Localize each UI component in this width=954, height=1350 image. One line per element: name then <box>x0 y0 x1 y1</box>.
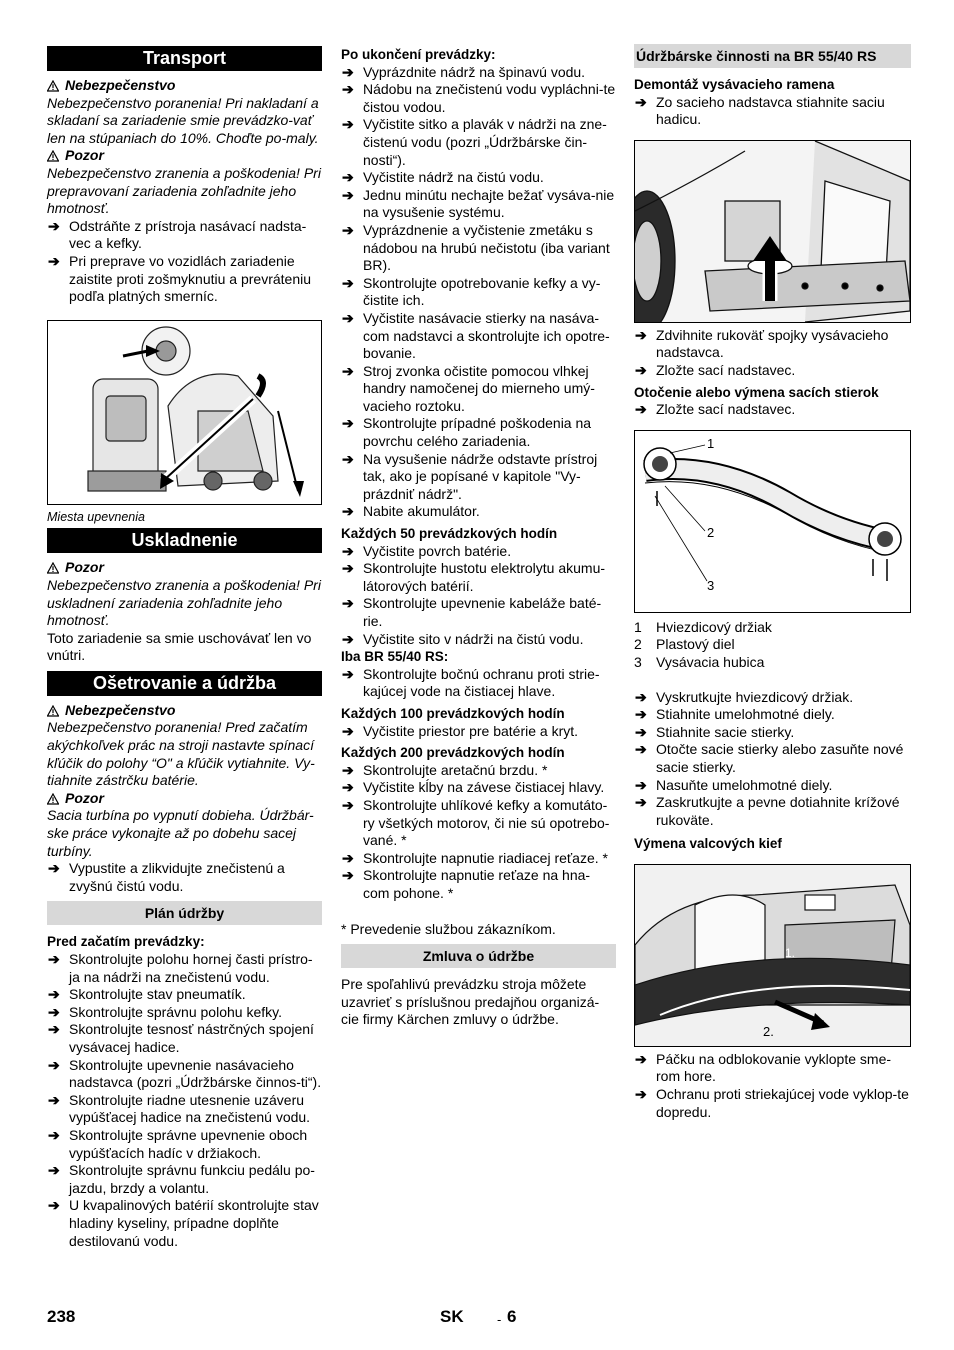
warning-text: Nebezpečenstvo zranenia a poškodenia! Pri prepravovaní zariadenia zohľadnite jeho hmotnosť. <box>47 164 321 217</box>
step-text: Vyčistite nasávacie stierky na nasáva-com nadstavci a skontrolujte ich opotre-bovanie. <box>363 309 610 362</box>
list-item <box>341 666 616 701</box>
arrow-icon: ➔ <box>48 1197 60 1214</box>
step-text: Nádobu na znečistenú vodu vypláchni-te čistou vodou. <box>363 81 616 115</box>
section-title-transport: Transport <box>47 46 322 71</box>
arrow-icon: ➔ <box>48 1003 60 1020</box>
legend-number: 1 <box>634 618 642 635</box>
step-text: Stiahnite sacie stierky. <box>656 723 795 740</box>
step-text: Vyčistite priestor pre batérie a kryt. <box>363 722 579 739</box>
storage-text: Toto zariadenie sa smie uschovávať len vo vnútri. <box>47 629 312 664</box>
step-text: Vyčistite nádrž na čistú vodu. <box>363 169 544 186</box>
warning-triangle-icon <box>47 80 59 92</box>
list-item <box>634 706 911 724</box>
list-item <box>47 951 322 986</box>
step-text: Skontrolujte polohu hornej časti prístro-ja na nádrži na znečistenú vodu. <box>69 951 313 985</box>
list-item <box>634 94 911 129</box>
list-item <box>341 543 616 561</box>
list-item <box>634 724 911 742</box>
list-item <box>341 762 616 780</box>
step-text: Skontrolujte stav pneumatík. <box>69 986 246 1003</box>
list-item <box>47 986 322 1004</box>
step-text: Odstráňte z prístroja nasávací nadsta-vec a kefky. <box>69 217 307 252</box>
list-item <box>341 187 616 222</box>
list-item <box>341 116 616 169</box>
step-list <box>634 689 911 830</box>
subheading: Otočenie alebo výmena sacích stierok <box>634 384 879 400</box>
list-item <box>634 741 911 776</box>
brush-illustration <box>635 865 910 1046</box>
step-list <box>634 1051 911 1121</box>
list-item <box>47 860 322 895</box>
warning-caution: Pozor <box>47 559 322 577</box>
step-text: Skontrolujte tesnosť nástrčných spojení vysávacej hadice. <box>69 1021 314 1055</box>
step-text: Skontrolujte napnutie reťaze na hna-com pohone. * <box>363 867 591 901</box>
section-title-storage: Uskladnenie <box>47 528 322 553</box>
callout-step-2: 2. <box>763 1023 774 1039</box>
step-text: Skontrolujte uhlíkové kefky a komutáto-ry všetkých motorov, či nie sú opotrebo-vané. * <box>363 796 610 849</box>
arrow-icon: ➔ <box>342 560 354 577</box>
list-item <box>634 794 911 829</box>
warning-triangle-icon <box>47 793 59 805</box>
subheading: Každých 50 prevádzkových hodín <box>341 526 558 542</box>
arrow-icon: ➔ <box>48 1091 60 1108</box>
legend-item <box>634 636 911 654</box>
legend-number: 2 <box>634 636 642 653</box>
list-item <box>341 415 616 450</box>
step-text: Skontrolujte upevnenie kabeláže baté-rie. <box>363 595 602 629</box>
warning-caution: Pozor <box>47 147 322 165</box>
list-item <box>341 850 616 868</box>
list-item <box>341 723 616 741</box>
arrow-icon: ➔ <box>342 779 354 796</box>
arrow-icon: ➔ <box>48 217 60 234</box>
legend-list <box>634 619 911 672</box>
legend-item <box>634 654 911 672</box>
callout-3: 3 <box>707 577 715 593</box>
legend-text: Vysávacia hubica <box>656 653 765 670</box>
arrow-icon: ➔ <box>342 595 354 612</box>
list-item <box>47 1162 322 1197</box>
step-text: Zložte sací nadstavec. <box>656 361 796 378</box>
arrow-icon: ➔ <box>342 81 354 98</box>
list-item <box>341 451 616 504</box>
warning-text: Nebezpečenstvo poranenia! Pred začatím akýchkoľvek prác na stroji nastavte spínací kľúčik do polohy “O" a kľúčik vytiahnite. Vy-tiahnite zástrčku batérie. <box>47 719 315 789</box>
figure-suction-arm <box>634 140 911 323</box>
arrow-icon: ➔ <box>48 986 60 1003</box>
list-item <box>47 1197 322 1250</box>
column-1 <box>47 44 322 1250</box>
step-text: Vyčistite povrch batérie. <box>363 542 512 559</box>
step-text: Nasuňte umelohmotné diely. <box>656 776 833 793</box>
figure-squeegee <box>634 430 911 613</box>
step-list <box>341 666 616 701</box>
legend-item <box>634 619 911 637</box>
list-item <box>341 275 616 310</box>
list-item <box>634 1051 911 1086</box>
subheading: Každých 200 prevádzkových hodín <box>341 745 565 761</box>
section-title-care: Ošetrovanie a údržba <box>47 671 322 696</box>
list-item <box>341 867 616 902</box>
arrow-icon: ➔ <box>342 665 354 682</box>
arrow-icon: ➔ <box>342 116 354 133</box>
list-item <box>47 253 322 306</box>
arrow-icon: ➔ <box>635 93 647 110</box>
legend-text: Hviezdicový držiak <box>656 618 772 635</box>
step-text: Páčku na odblokovanie vyklopte sme-rom hore. <box>656 1050 892 1085</box>
step-text: Skontrolujte napnutie riadiacej reťaze. * <box>363 849 608 866</box>
arrow-icon: ➔ <box>635 1050 647 1067</box>
subsection-title-plan: Plán údržby <box>47 901 322 925</box>
list-item <box>47 1021 322 1056</box>
list-item <box>341 169 616 187</box>
list-item <box>341 222 616 275</box>
figure-brush-replace <box>634 864 911 1047</box>
step-text: Zo sacieho nadstavca stiahnite saciu hadicu. <box>656 93 885 128</box>
step-text: Zdvihnite rukoväť spojky vysávacieho nadstavca. <box>656 326 889 361</box>
warning-triangle-icon <box>47 562 59 574</box>
subheading: Pred začatím prevádzky: <box>47 934 205 950</box>
list-item <box>341 779 616 797</box>
step-text: Pri preprave vo vozidlách zariadenie zaistite proti zošmyknutiu a prevráteniu podľa platných smerníc. <box>69 252 311 305</box>
language-code: SK <box>440 1307 464 1326</box>
step-list <box>341 762 616 903</box>
list-item <box>47 1127 322 1162</box>
column-3 <box>634 44 911 1121</box>
column-2 <box>341 46 616 1029</box>
step-list <box>341 723 616 741</box>
contract-text: Pre spoľahlivú prevádzku stroja môžete uzavrieť s príslušnou predajňou organizá-cie firmy Kärchen zmluvy o údržbe. <box>341 976 600 1028</box>
step-text: Ochranu proti striekajúcej vode vyklop-te dopredu. <box>656 1086 909 1120</box>
arrow-icon: ➔ <box>635 794 647 811</box>
step-text: Nabite akumulátor. <box>363 503 480 520</box>
arrow-icon: ➔ <box>635 1086 647 1103</box>
step-text: Otočte sacie stierky alebo zasuňte nové sacie stierky. <box>656 741 904 775</box>
warning-danger: Nebezpečenstvo <box>47 702 322 720</box>
arrow-icon: ➔ <box>342 450 354 467</box>
step-list <box>341 543 616 649</box>
warning-text: Sacia turbína po vypnutí dobieha. Údržbár-ske práce vykonajte až po dobehu sacej turbíny. <box>47 807 314 859</box>
section-title-rs-maintenance: Údržbárske činnosti na BR 55/40 RS <box>634 44 911 68</box>
figure-caption: Miesta upevnenia <box>47 509 145 524</box>
arrow-icon: ➔ <box>48 1162 60 1179</box>
warning-triangle-icon <box>47 150 59 162</box>
step-text: Skontrolujte správne upevnenie oboch vypúšťacích hadíc v držiakoch. <box>69 1126 308 1161</box>
arrow-icon: ➔ <box>635 706 647 723</box>
subsection-title-contract: Zmluva o údržbe <box>341 944 616 968</box>
step-list <box>47 951 322 1250</box>
step-text: Stiahnite umelohmotné diely. <box>656 706 835 723</box>
subheading: Iba BR 55/40 RS: <box>341 649 449 665</box>
warning-triangle-icon <box>47 705 59 717</box>
arrow-icon: ➔ <box>635 326 647 343</box>
step-text: Skontrolujte bočnú ochranu proti strie-kajúcej vode na čistiacej hlave. <box>363 665 600 700</box>
step-list <box>634 401 911 419</box>
list-item <box>341 560 616 595</box>
arrow-icon: ➔ <box>48 1126 60 1143</box>
warning-danger: Nebezpečenstvo <box>47 77 322 95</box>
step-text: Jednu minútu nechajte bežať vysáva-nie na vysušenie systému. <box>363 186 615 221</box>
subheading: Každých 100 prevádzkových hodín <box>341 705 565 721</box>
step-text: Skontrolujte správnu polohu kefky. <box>69 1003 282 1020</box>
arrow-icon: ➔ <box>342 362 354 379</box>
step-text: Skontrolujte správnu funkciu pedálu po-jazdu, brzdy a volantu. <box>69 1162 315 1196</box>
list-item <box>47 218 322 253</box>
arrow-icon: ➔ <box>48 1021 60 1038</box>
footer-separator: - <box>497 1312 502 1327</box>
step-text: Vyprázdnite nádrž na špinavú vodu. <box>363 63 586 80</box>
step-text: U kvapalinových batérií skontrolujte stav hladiny kyseliny, prípadne doplňte destilovanú vodu. <box>69 1197 319 1249</box>
arrow-icon: ➔ <box>342 761 354 778</box>
step-text: Vyčistite sito v nádrži na čistú vodu. <box>363 630 584 647</box>
step-text: Skontrolujte opotrebovanie kefky a vy-čistite ich. <box>363 274 601 309</box>
section-page-number: 6 <box>507 1307 517 1326</box>
arrow-icon: ➔ <box>635 401 647 418</box>
list-item <box>341 797 616 850</box>
arrow-icon: ➔ <box>635 741 647 758</box>
squeegee-illustration <box>635 431 910 612</box>
list-item <box>341 595 616 630</box>
step-text: Skontrolujte hustotu elektrolytu akumu-látorových batérií. <box>363 560 606 594</box>
step-text: Stroj zvonka očistite pomocou vlhkej handry namočenej do mierneho umý-vacieho roztoku. <box>363 362 595 414</box>
step-text: Vypustite a zlikvidujte znečistenú a zvyšnú čistú vodu. <box>69 860 285 894</box>
step-list <box>634 94 911 129</box>
list-item <box>341 310 616 363</box>
arrow-icon: ➔ <box>635 361 647 378</box>
footnote: * Prevedenie službou zákazníkom. <box>341 920 556 937</box>
callout-step-1: 1. <box>785 945 796 960</box>
step-text: Vyprázdnenie a vyčistenie zmetáku s nádobou na hrubú nečistotu (iba variant BR). <box>363 221 610 274</box>
list-item <box>634 327 911 362</box>
list-item <box>47 1092 322 1127</box>
step-text: Zaskrutkujte a pevne dotiahnite krížové rukoväte. <box>656 794 900 828</box>
warning-text: Nebezpečenstvo zranenia a poškodenia! Pri uskladnení zariadenia zohľadnite jeho hmotnosť. <box>47 576 321 629</box>
step-text: Vyčistite kĺby na závese čistiacej hlavy. <box>363 779 605 796</box>
step-text: Skontrolujte upevnenie nasávacieho nadstavca (pozri „Údržbárske činnos-ti“). <box>69 1056 322 1091</box>
list-item <box>634 401 911 419</box>
arrow-icon: ➔ <box>342 542 354 559</box>
arrow-icon: ➔ <box>48 1056 60 1073</box>
step-list <box>47 860 322 895</box>
arrow-icon: ➔ <box>342 849 354 866</box>
callout-2: 2 <box>707 524 715 540</box>
subheading: Výmena valcových kief <box>634 836 782 852</box>
step-text: Skontrolujte riadne utesnenie uzáveru vypúšťacej hadice na znečistenú vodu. <box>69 1091 311 1126</box>
step-text: Vyčistite sitko a plavák v nádrži na zne-čistenú vodu (pozri „Údržbárske čin-nosti“). <box>363 116 607 168</box>
step-text: Vyskrutkujte hviezdicový držiak. <box>656 688 854 705</box>
arrow-icon: ➔ <box>342 796 354 813</box>
step-text: Zložte sací nadstavec. <box>656 401 796 418</box>
arrow-icon: ➔ <box>342 274 354 291</box>
page-number: 238 <box>47 1307 76 1326</box>
arrow-icon: ➔ <box>342 63 354 80</box>
list-item <box>341 363 616 416</box>
arrow-icon: ➔ <box>48 252 60 269</box>
list-item <box>634 689 911 707</box>
suction-arm-illustration <box>635 141 910 322</box>
list-item <box>47 1004 322 1022</box>
figure-tie-down-points <box>47 320 322 505</box>
warning-text: Nebezpečenstvo poranenia! Pri nakladaní a skladaní sa zariadenie smie prevádzko-vať len na stúpaniach do 10%. Choďte po-maly. <box>47 94 319 146</box>
list-item <box>341 503 616 521</box>
step-text: Skontrolujte prípadné poškodenia na povrchu celého zariadenia. <box>363 415 592 450</box>
list-item <box>341 631 616 649</box>
step-list <box>634 327 911 380</box>
step-list <box>341 64 616 521</box>
arrow-icon: ➔ <box>342 221 354 238</box>
arrow-icon: ➔ <box>635 776 647 793</box>
arrow-icon: ➔ <box>342 415 354 432</box>
callout-1: 1 <box>707 435 715 451</box>
step-list <box>47 218 322 306</box>
legend-number: 3 <box>634 653 642 670</box>
machine-illustration <box>48 321 321 504</box>
arrow-icon: ➔ <box>342 867 354 884</box>
arrow-icon: ➔ <box>48 951 60 967</box>
subheading: Demontáž vysávacieho ramena <box>634 77 835 92</box>
arrow-icon: ➔ <box>635 723 647 740</box>
subheading: Po ukončení prevádzky: <box>341 47 496 62</box>
arrow-icon: ➔ <box>342 630 354 647</box>
arrow-icon: ➔ <box>342 309 354 326</box>
arrow-icon: ➔ <box>342 722 354 739</box>
arrow-icon: ➔ <box>48 860 60 877</box>
warning-caution: Pozor <box>47 790 322 808</box>
step-text: Na vysušenie nádrže odstavte prístroj tak, ako je popísané v kapitole "Vy-prázdniť nádrž". <box>363 450 598 502</box>
list-item <box>634 777 911 795</box>
list-item <box>634 362 911 380</box>
arrow-icon: ➔ <box>342 186 354 203</box>
list-item <box>47 1057 322 1092</box>
step-text: Skontrolujte aretačnú brzdu. * <box>363 761 548 778</box>
legend-text: Plastový diel <box>656 636 735 653</box>
arrow-icon: ➔ <box>342 169 354 186</box>
list-item <box>341 81 616 116</box>
arrow-icon: ➔ <box>342 503 354 520</box>
list-item <box>634 1086 911 1121</box>
list-item <box>341 64 616 82</box>
arrow-icon: ➔ <box>635 688 647 705</box>
